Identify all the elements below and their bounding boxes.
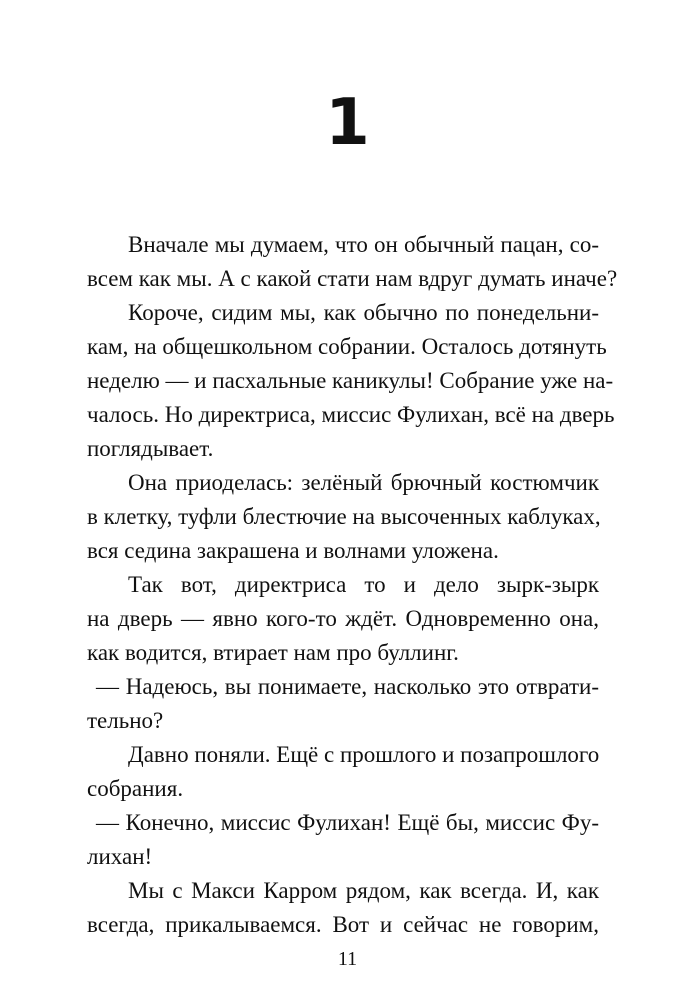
text-line: всем как мы. А с какой стати нам вдруг думать иначе? — [87, 266, 618, 291]
text-line: в клетку, туфли блестючие на высоченных каблуках, — [87, 504, 601, 529]
dialogue-line: — Надеюсь, вы понимаете, насколько это отврати- — [96, 674, 599, 699]
text-line: как водится, втирает нам про буллинг. — [87, 640, 459, 665]
text-line: Вначале мы думаем, что он обычный пацан, со- — [128, 232, 599, 257]
text-line: Давно поняли. Ещё с прошлого и позапрошлого — [128, 742, 600, 767]
text-line: всегда, прикалываемся. Вот и сейчас не говорим, — [87, 912, 599, 937]
text-line: Так вот, директриса то и дело зырк-зырк — [128, 572, 599, 597]
dialogue-line: — Конечно, миссис Фулихан! Ещё бы, миссис Фу- — [96, 810, 599, 835]
page-number: 11 — [337, 948, 358, 970]
text-line: кам, на общешкольном собрании. Осталось дотянуть — [87, 334, 607, 359]
text-line: чалось. Но директриса, миссис Фулихан, всё на дверь — [87, 402, 615, 427]
text-line: тельно? — [87, 708, 164, 733]
text-line: неделю — и пасхальные каникулы! Собрание уже на- — [87, 368, 614, 393]
text-line: лихан! — [87, 844, 153, 869]
text-line: Мы с Макси Карром рядом, как всегда. И, как — [128, 878, 599, 903]
text-line: вся седина закрашена и волнами уложена. — [87, 538, 499, 563]
text-line: на дверь — явно кого-то ждёт. Одновременно она, — [87, 606, 599, 631]
chapter-number: 1 — [325, 86, 370, 160]
text-line: собрания. — [87, 776, 184, 801]
text-line: Она приоделась: зелёный брючный костюмчик — [128, 470, 599, 495]
text-line: Короче, сидим мы, как обычно по понедельни- — [128, 300, 599, 325]
text-line: поглядывает. — [87, 436, 214, 461]
